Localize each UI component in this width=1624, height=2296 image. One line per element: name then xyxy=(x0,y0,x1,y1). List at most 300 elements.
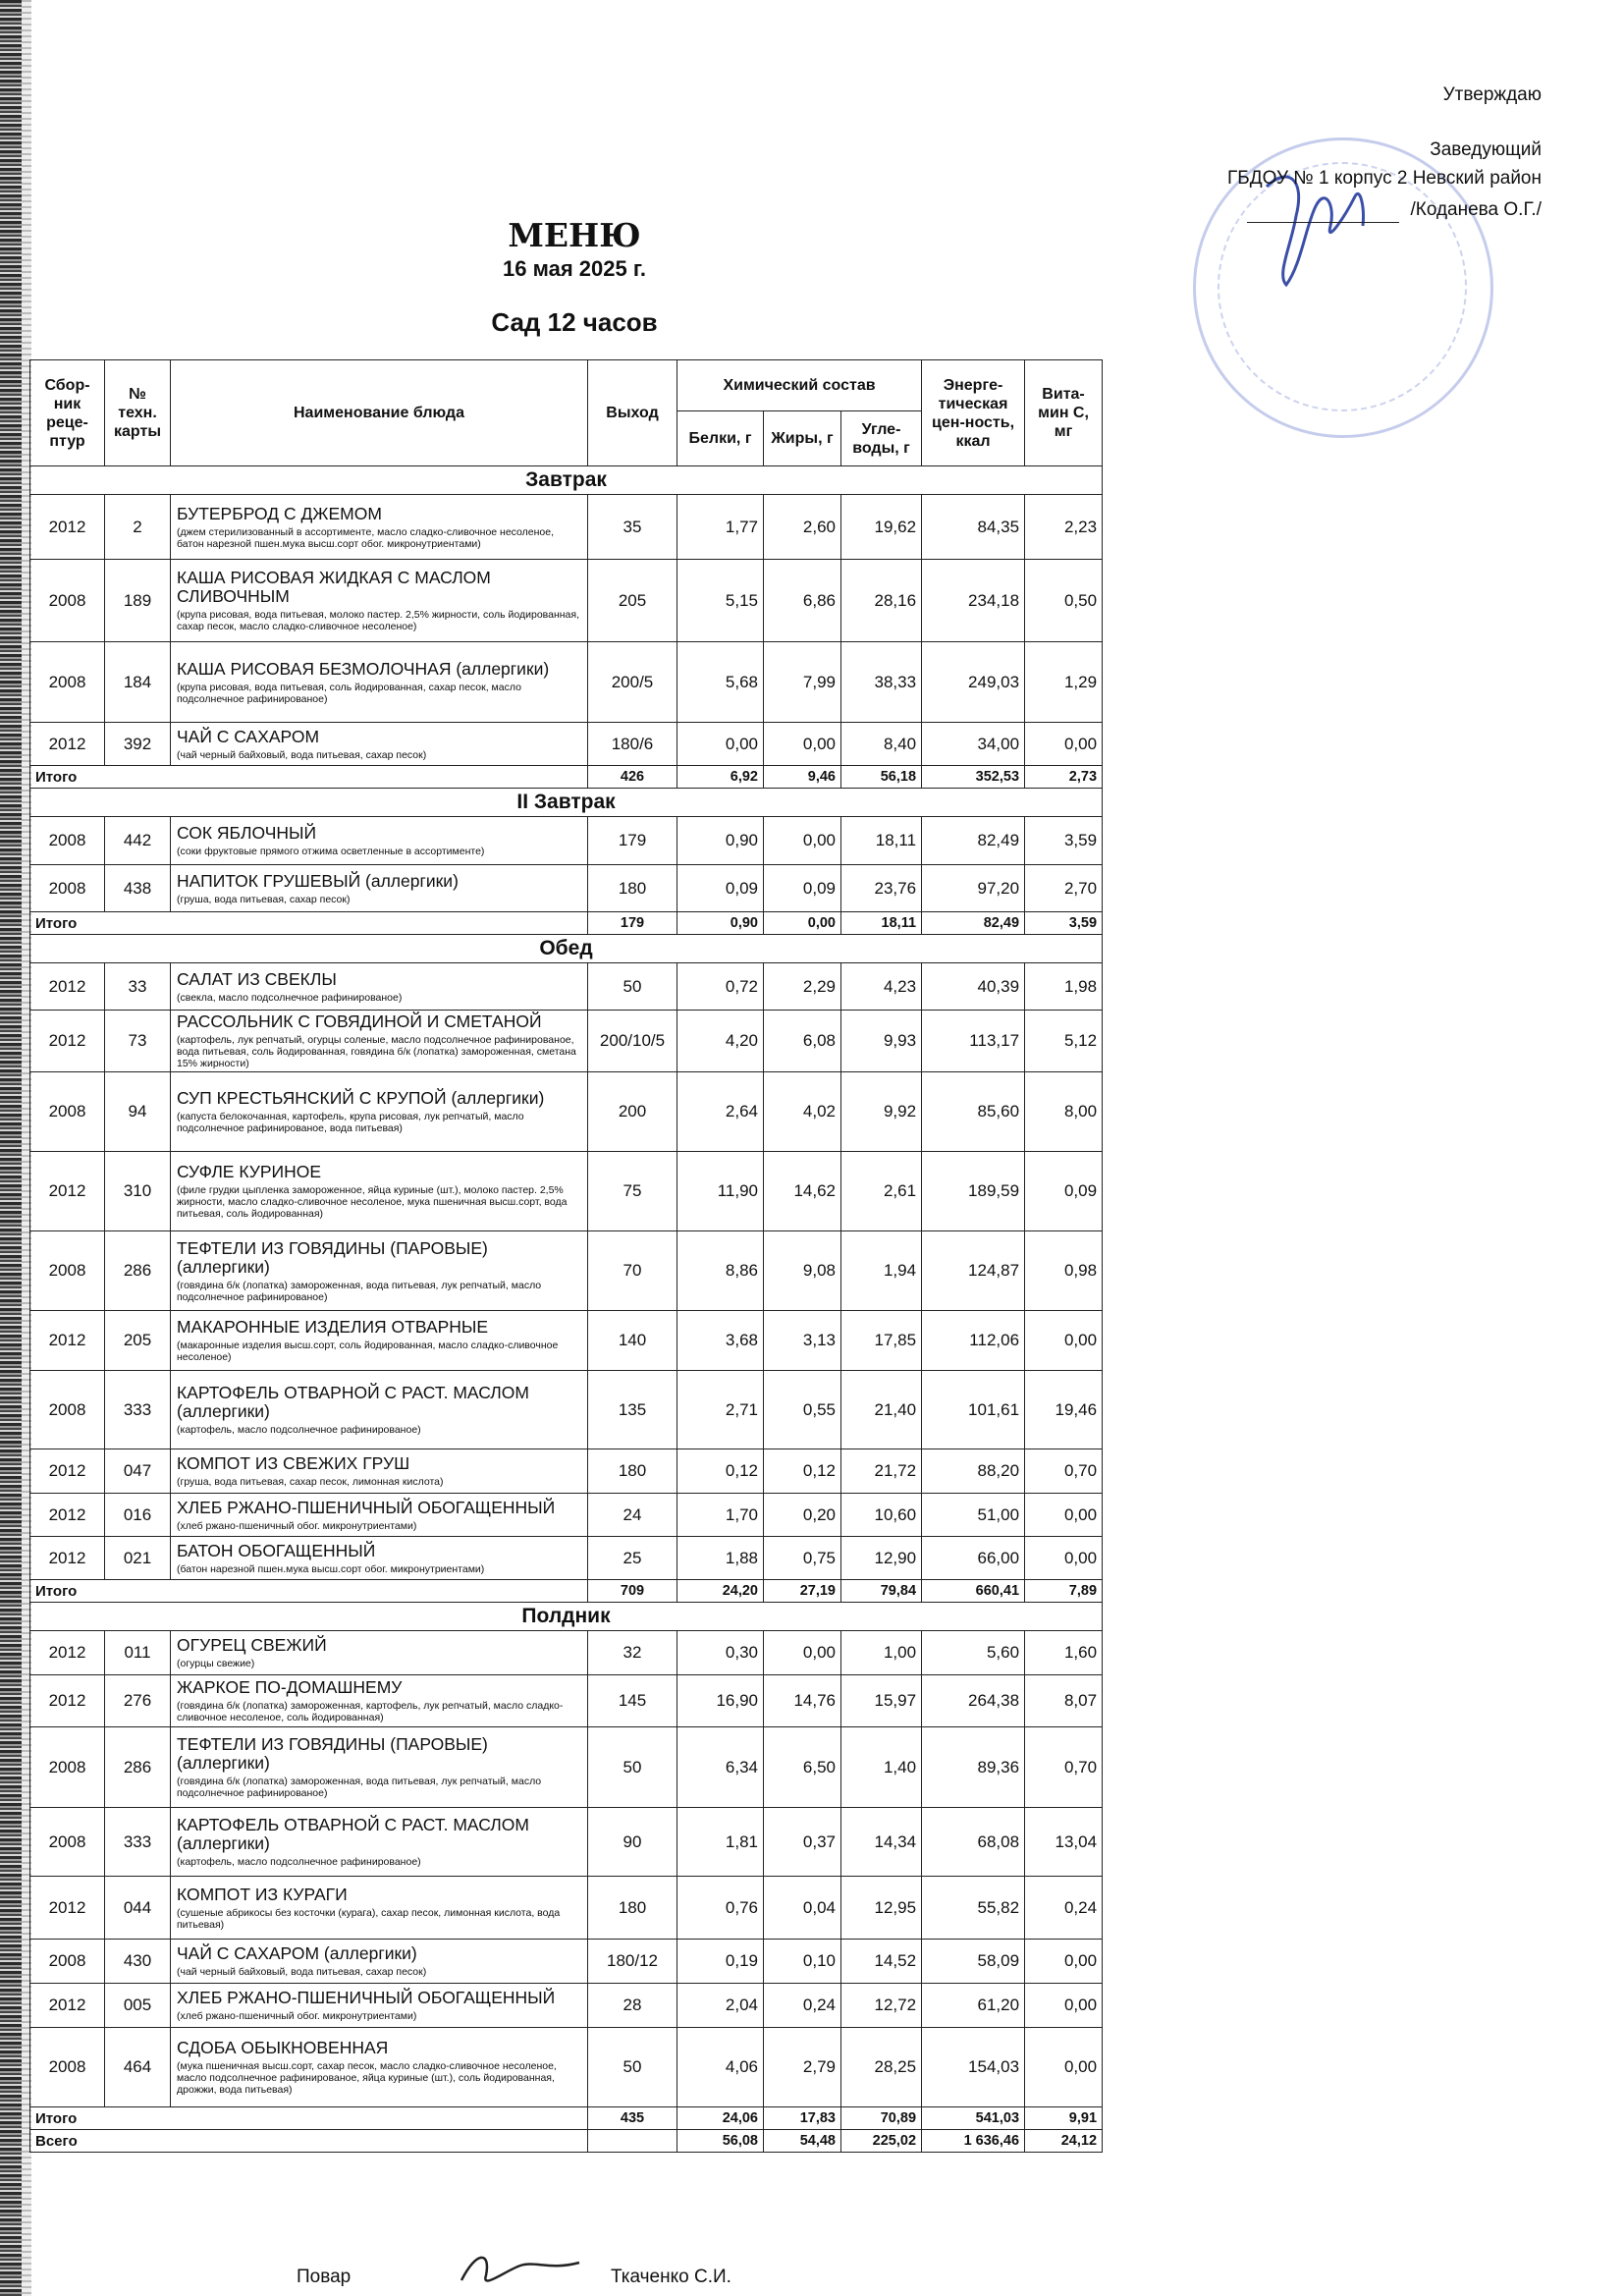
total-p: 24,06 xyxy=(677,2107,764,2130)
dish-collection: 2012 xyxy=(30,1537,105,1580)
section-title: II Завтрак xyxy=(30,789,1103,817)
dish-tech-card: 005 xyxy=(105,1984,171,2028)
dish-f: 2,60 xyxy=(764,495,841,560)
dish-e: 88,20 xyxy=(922,1449,1025,1494)
dish-name-cell xyxy=(171,1011,588,1072)
dish-cb: 14,52 xyxy=(841,1940,922,1984)
dish-name: ЧАЙ С САХАРОМ xyxy=(177,726,320,746)
dish-row xyxy=(30,963,1103,1011)
dish-v: 0,70 xyxy=(1025,1449,1103,1494)
dish-f: 0,00 xyxy=(764,817,841,865)
dish-row xyxy=(30,1494,1103,1537)
dish-cb: 19,62 xyxy=(841,495,922,560)
header-proteins: Белки, г xyxy=(677,411,764,466)
footer-role: Повар xyxy=(297,2267,352,2287)
dish-cb: 21,40 xyxy=(841,1371,922,1449)
dish-e: 34,00 xyxy=(922,723,1025,766)
dish-e: 264,38 xyxy=(922,1675,1025,1727)
dish-name-cell xyxy=(171,1877,588,1940)
dish-row xyxy=(30,1011,1103,1072)
dish-collection: 2012 xyxy=(30,1631,105,1675)
dish-name: ЧАЙ С САХАРОМ (аллергики) xyxy=(177,1943,417,1963)
dish-tech-card: 442 xyxy=(105,817,171,865)
total-p: 24,20 xyxy=(677,1580,764,1603)
total-label: Итого xyxy=(30,1580,588,1603)
dish-cb: 10,60 xyxy=(841,1494,922,1537)
dish-name-cell xyxy=(171,1631,588,1675)
dish-e: 55,82 xyxy=(922,1877,1025,1940)
dish-name-cell xyxy=(171,1449,588,1494)
dish-f: 9,08 xyxy=(764,1231,841,1311)
total-e: 660,41 xyxy=(922,1580,1025,1603)
dish-cb: 12,72 xyxy=(841,1984,922,2028)
dish-collection: 2012 xyxy=(30,1152,105,1231)
dish-v: 0,00 xyxy=(1025,1940,1103,1984)
dish-v: 0,98 xyxy=(1025,1231,1103,1311)
dish-collection: 2012 xyxy=(30,1877,105,1940)
dish-row xyxy=(30,817,1103,865)
dish-e: 61,20 xyxy=(922,1984,1025,2028)
dish-f: 14,62 xyxy=(764,1152,841,1231)
dish-cb: 17,85 xyxy=(841,1311,922,1371)
dish-name-cell xyxy=(171,817,588,865)
dish-ingredients: (джем стерилизованный в ассортименте, масло сладко-сливочное несоленое, батон нарезной пшен.мука высш.сорт обог. микронутриентами) xyxy=(177,525,555,550)
dish-cb: 1,00 xyxy=(841,1631,922,1675)
dish-name-cell xyxy=(171,495,588,560)
section-total-row xyxy=(30,766,1103,789)
dish-f: 3,13 xyxy=(764,1311,841,1371)
grand-total-out xyxy=(588,2130,677,2153)
dish-p: 5,15 xyxy=(677,560,764,642)
dish-f: 0,04 xyxy=(764,1877,841,1940)
dish-p: 2,64 xyxy=(677,1072,764,1152)
menu-title: МЕНЮ xyxy=(508,216,641,254)
dish-f: 0,09 xyxy=(764,865,841,912)
dish-name: ХЛЕБ РЖАНО-ПШЕНИЧНЫЙ ОБОГАЩЕННЫЙ xyxy=(177,1497,556,1517)
dish-e: 84,35 xyxy=(922,495,1025,560)
dish-name: КОМПОТ ИЗ КУРАГИ xyxy=(177,1884,348,1904)
dish-row xyxy=(30,2028,1103,2107)
dish-collection: 2012 xyxy=(30,963,105,1011)
dish-name: САЛАТ ИЗ СВЕКЛЫ xyxy=(177,968,337,989)
dish-f: 0,10 xyxy=(764,1940,841,1984)
dish-name-cell xyxy=(171,1072,588,1152)
dish-p: 16,90 xyxy=(677,1675,764,1727)
dish-name-cell xyxy=(171,1231,588,1311)
dish-collection: 2008 xyxy=(30,1371,105,1449)
dish-e: 5,60 xyxy=(922,1631,1025,1675)
dish-cb: 14,34 xyxy=(841,1808,922,1877)
dish-collection: 2008 xyxy=(30,1940,105,1984)
dish-p: 2,71 xyxy=(677,1371,764,1449)
dish-v: 0,09 xyxy=(1025,1152,1103,1231)
grand-total-label: Всего xyxy=(30,2130,588,2153)
header-dish: Наименование блюда xyxy=(171,360,588,466)
total-label: Итого xyxy=(30,2107,588,2130)
total-f: 9,46 xyxy=(764,766,841,789)
grand-total-f: 54,48 xyxy=(764,2130,841,2153)
dish-ingredients: (крупа рисовая, вода питьевая, молоко пастер. 2,5% жирности, соль йодированная, сахар песок, масло сладко-сливочное несоленое) xyxy=(177,609,579,632)
dish-row xyxy=(30,1808,1103,1877)
total-cb: 18,11 xyxy=(841,912,922,935)
total-e: 541,03 xyxy=(922,2107,1025,2130)
dish-p: 1,81 xyxy=(677,1808,764,1877)
dish-row xyxy=(30,642,1103,723)
dish-name: СДОБА ОБЫКНОВЕННАЯ xyxy=(177,2038,389,2057)
dish-collection: 2012 xyxy=(30,495,105,560)
dish-p: 0,30 xyxy=(677,1631,764,1675)
dish-e: 82,49 xyxy=(922,817,1025,865)
approval-position: Заведующий xyxy=(1430,139,1542,160)
dish-collection: 2012 xyxy=(30,1984,105,2028)
dish-v: 2,70 xyxy=(1025,865,1103,912)
dish-ingredients: (батон нарезной пшен.мука высш.сорт обог. микронутриентами) xyxy=(177,1562,485,1575)
dish-p: 0,76 xyxy=(677,1877,764,1940)
dish-ingredients: (говядина б/к (лопатка) замороженная, картофель, лук репчатый, масло сладко-сливочное несоленое, соль йодированная) xyxy=(177,1700,564,1723)
dish-ingredients: (чай черный байховый, вода питьевая, сахар песок) xyxy=(177,1966,427,1978)
header-fats: Жиры, г xyxy=(764,411,841,466)
dish-tech-card: 286 xyxy=(105,1231,171,1311)
dish-tech-card: 94 xyxy=(105,1072,171,1152)
dish-name-cell xyxy=(171,642,588,723)
dish-name: КАША РИСОВАЯ ЖИДКАЯ С МАСЛОМ СЛИВОЧНЫМ xyxy=(177,568,491,606)
header-energy: Энерге-тическая цен-ность, ккал xyxy=(922,360,1025,466)
dish-ingredients: (макаронные изделия высш.сорт, соль йодированная, масло сладко-сливочное несоленое) xyxy=(177,1339,559,1363)
dish-e: 89,36 xyxy=(922,1727,1025,1808)
cook-signature xyxy=(452,2241,589,2296)
dish-out: 140 xyxy=(588,1311,677,1371)
dish-name-cell xyxy=(171,1675,588,1727)
dish-p: 4,06 xyxy=(677,2028,764,2107)
menu-heading xyxy=(471,216,677,282)
dish-tech-card: 286 xyxy=(105,1727,171,1808)
approval-heading: Утверждаю xyxy=(1442,84,1542,105)
dish-tech-card: 33 xyxy=(105,963,171,1011)
total-v: 2,73 xyxy=(1025,766,1103,789)
dish-name: КОМПОТ ИЗ СВЕЖИХ ГРУШ xyxy=(177,1453,410,1473)
dish-cb: 15,97 xyxy=(841,1675,922,1727)
dish-p: 1,70 xyxy=(677,1494,764,1537)
section-header xyxy=(30,935,1103,963)
section-total-row xyxy=(30,1580,1103,1603)
dish-v: 1,29 xyxy=(1025,642,1103,723)
dish-collection: 2012 xyxy=(30,723,105,766)
total-v: 3,59 xyxy=(1025,912,1103,935)
dish-ingredients: (мука пшеничная высш.сорт, сахар песок, масло сладко-сливочное несоленое, масло подсолнечное рафинированое, яйца куриные (шт.), соль йодированная, дрожжи, вода питьевая) xyxy=(177,2060,557,2096)
dish-p: 1,88 xyxy=(677,1537,764,1580)
dish-v: 0,70 xyxy=(1025,1727,1103,1808)
dish-name-cell xyxy=(171,1984,588,2028)
dish-out: 32 xyxy=(588,1631,677,1675)
dish-collection: 2008 xyxy=(30,642,105,723)
dish-name: КАРТОФЕЛЬ ОТВАРНОЙ С РАСТ. МАСЛОМ (аллергики) xyxy=(177,1383,529,1421)
dish-v: 13,04 xyxy=(1025,1808,1103,1877)
dish-cb: 1,40 xyxy=(841,1727,922,1808)
dish-row xyxy=(30,495,1103,560)
dish-out: 50 xyxy=(588,2028,677,2107)
dish-row xyxy=(30,1877,1103,1940)
dish-tech-card: 011 xyxy=(105,1631,171,1675)
dish-collection: 2008 xyxy=(30,817,105,865)
dish-ingredients: (хлеб ржано-пшеничный обог. микронутриентами) xyxy=(177,2010,417,2022)
dish-out: 25 xyxy=(588,1537,677,1580)
dish-row xyxy=(30,1231,1103,1311)
dish-p: 0,19 xyxy=(677,1940,764,1984)
dish-f: 0,55 xyxy=(764,1371,841,1449)
dish-out: 180/12 xyxy=(588,1940,677,1984)
dish-v: 0,24 xyxy=(1025,1877,1103,1940)
dish-tech-card: 276 xyxy=(105,1675,171,1727)
total-cb: 70,89 xyxy=(841,2107,922,2130)
dish-name: ТЕФТЕЛИ ИЗ ГОВЯДИНЫ (ПАРОВЫЕ) (аллергики) xyxy=(177,1734,488,1773)
menu-date: 16 мая 2025 г. xyxy=(503,256,646,281)
dish-name: ХЛЕБ РЖАНО-ПШЕНИЧНЫЙ ОБОГАЩЕННЫЙ xyxy=(177,1988,556,2007)
dish-tech-card: 310 xyxy=(105,1152,171,1231)
dish-row xyxy=(30,865,1103,912)
dish-collection: 2008 xyxy=(30,2028,105,2107)
dish-name: МАКАРОННЫЕ ИЗДЕЛИЯ ОТВАРНЫЕ xyxy=(177,1317,489,1337)
dish-out: 50 xyxy=(588,963,677,1011)
dish-collection: 2008 xyxy=(30,1808,105,1877)
dish-p: 0,00 xyxy=(677,723,764,766)
dish-out: 180 xyxy=(588,865,677,912)
grand-total-v: 24,12 xyxy=(1025,2130,1103,2153)
dish-name-cell xyxy=(171,865,588,912)
total-out: 709 xyxy=(588,1580,677,1603)
total-f: 27,19 xyxy=(764,1580,841,1603)
grand-total-e: 1 636,46 xyxy=(922,2130,1025,2153)
dish-tech-card: 333 xyxy=(105,1808,171,1877)
dish-e: 234,18 xyxy=(922,560,1025,642)
dish-row xyxy=(30,1311,1103,1371)
dish-ingredients: (говядина б/к (лопатка) замороженная, вода питьевая, лук репчатый, масло подсолнечное рафинированое) xyxy=(177,1776,542,1799)
dish-name-cell xyxy=(171,1494,588,1537)
dish-e: 40,39 xyxy=(922,963,1025,1011)
dish-v: 0,00 xyxy=(1025,1537,1103,1580)
dish-row xyxy=(30,560,1103,642)
dish-name-cell xyxy=(171,723,588,766)
dish-cb: 12,95 xyxy=(841,1877,922,1940)
dish-cb: 4,23 xyxy=(841,963,922,1011)
dish-cb: 28,16 xyxy=(841,560,922,642)
dish-name: НАПИТОК ГРУШЕВЫЙ (аллергики) xyxy=(177,870,459,891)
dish-p: 0,12 xyxy=(677,1449,764,1494)
dish-name: СОК ЯБЛОЧНЫЙ xyxy=(177,823,317,843)
dish-v: 0,00 xyxy=(1025,1984,1103,2028)
section-title: Завтрак xyxy=(30,466,1103,495)
dish-v: 5,12 xyxy=(1025,1011,1103,1072)
total-out: 435 xyxy=(588,2107,677,2130)
dish-cb: 1,94 xyxy=(841,1231,922,1311)
dish-row xyxy=(30,723,1103,766)
dish-ingredients: (говядина б/к (лопатка) замороженная, вода питьевая, лук репчатый, масло подсолнечное рафинированое) xyxy=(177,1279,542,1303)
total-p: 0,90 xyxy=(677,912,764,935)
grand-total-row xyxy=(30,2130,1103,2153)
dish-ingredients: (капуста белокочанная, картофель, крупа рисовая, лук репчатый, масло подсолнечное рафинированое, вода питьевая) xyxy=(177,1111,524,1134)
dish-collection: 2008 xyxy=(30,1072,105,1152)
dish-v: 1,60 xyxy=(1025,1631,1103,1675)
total-f: 0,00 xyxy=(764,912,841,935)
dish-tech-card: 184 xyxy=(105,642,171,723)
dish-cb: 18,11 xyxy=(841,817,922,865)
dish-ingredients: (соки фруктовые прямого отжима осветленные в ассортименте) xyxy=(177,846,485,857)
dish-v: 1,98 xyxy=(1025,963,1103,1011)
dish-ingredients: (груша, вода питьевая, сахар песок, лимонная кислота) xyxy=(177,1476,444,1488)
approval-signature-line xyxy=(1247,222,1399,223)
dish-collection: 2008 xyxy=(30,865,105,912)
dish-p: 2,04 xyxy=(677,1984,764,2028)
dish-out: 180 xyxy=(588,1877,677,1940)
dish-name: БАТОН ОБОГАЩЕННЫЙ xyxy=(177,1540,376,1560)
dish-tech-card: 73 xyxy=(105,1011,171,1072)
dish-ingredients: (хлеб ржано-пшеничный обог. микронутриентами) xyxy=(177,1519,417,1532)
section-title: Полдник xyxy=(30,1603,1103,1631)
total-v: 9,91 xyxy=(1025,2107,1103,2130)
dish-e: 249,03 xyxy=(922,642,1025,723)
total-v: 7,89 xyxy=(1025,1580,1103,1603)
dish-name: СУФЛЕ КУРИНОЕ xyxy=(177,1162,322,1181)
dish-collection: 2012 xyxy=(30,1011,105,1072)
scan-edge xyxy=(0,0,22,2296)
total-p: 6,92 xyxy=(677,766,764,789)
dish-e: 101,61 xyxy=(922,1371,1025,1449)
dish-cb: 8,40 xyxy=(841,723,922,766)
dish-f: 0,00 xyxy=(764,1631,841,1675)
section-header xyxy=(30,1603,1103,1631)
dish-e: 154,03 xyxy=(922,2028,1025,2107)
footer-name: Ткаченко С.И. xyxy=(611,2267,731,2287)
dish-out: 24 xyxy=(588,1494,677,1537)
dish-ingredients: (картофель, лук репчатый, огурцы соленые, масло подсолнечное рафинированое, вода питьевая, соль йодированная, говядина б/к (лопатка) замороженная, сметана 15% жирности) xyxy=(177,1034,576,1069)
grand-total-cb: 225,02 xyxy=(841,2130,922,2153)
dish-name: КАША РИСОВАЯ БЕЗМОЛОЧНАЯ (аллергики) xyxy=(177,658,550,679)
dish-e: 124,87 xyxy=(922,1231,1025,1311)
dish-cb: 38,33 xyxy=(841,642,922,723)
dish-tech-card: 205 xyxy=(105,1311,171,1371)
dish-p: 0,90 xyxy=(677,817,764,865)
total-label: Итого xyxy=(30,912,588,935)
approval-name: /Коданева О.Г./ xyxy=(1410,199,1542,220)
dish-name-cell xyxy=(171,560,588,642)
dish-name: БУТЕРБРОД С ДЖЕМОМ xyxy=(177,503,382,523)
dish-v: 8,00 xyxy=(1025,1072,1103,1152)
dish-out: 200 xyxy=(588,1072,677,1152)
dish-row xyxy=(30,1727,1103,1808)
dish-tech-card: 392 xyxy=(105,723,171,766)
header-carbs: Угле-воды, г xyxy=(841,411,922,466)
dish-f: 0,37 xyxy=(764,1808,841,1877)
total-cb: 79,84 xyxy=(841,1580,922,1603)
dish-tech-card: 021 xyxy=(105,1537,171,1580)
dish-v: 0,00 xyxy=(1025,1494,1103,1537)
dish-collection: 2008 xyxy=(30,1727,105,1808)
dish-collection: 2008 xyxy=(30,560,105,642)
dish-v: 3,59 xyxy=(1025,817,1103,865)
dish-cb: 2,61 xyxy=(841,1152,922,1231)
dish-row xyxy=(30,1940,1103,1984)
dish-ingredients: (картофель, масло подсолнечное рафинированое) xyxy=(177,1856,421,1868)
dish-out: 179 xyxy=(588,817,677,865)
dish-v: 0,00 xyxy=(1025,2028,1103,2107)
grand-total-p: 56,08 xyxy=(677,2130,764,2153)
dish-f: 6,08 xyxy=(764,1011,841,1072)
dish-ingredients: (сушеные абрикосы без косточки (курага), сахар песок, лимонная кислота, вода питьевая) xyxy=(177,1906,561,1931)
header-tech-card: № техн. карты xyxy=(105,360,171,466)
dish-tech-card: 464 xyxy=(105,2028,171,2107)
dish-e: 66,00 xyxy=(922,1537,1025,1580)
dish-collection: 2012 xyxy=(30,1311,105,1371)
section-total-row xyxy=(30,2107,1103,2130)
dish-tech-card: 044 xyxy=(105,1877,171,1940)
dish-out: 200/10/5 xyxy=(588,1011,677,1072)
dish-f: 2,79 xyxy=(764,2028,841,2107)
total-f: 17,83 xyxy=(764,2107,841,2130)
dish-out: 145 xyxy=(588,1675,677,1727)
menu-subtitle: Сад 12 часов xyxy=(491,307,658,337)
header-chemical: Химический состав xyxy=(677,360,922,411)
dish-cb: 28,25 xyxy=(841,2028,922,2107)
dish-tech-card: 333 xyxy=(105,1371,171,1449)
dish-ingredients: (картофель, масло подсолнечное рафинированое) xyxy=(177,1424,421,1436)
dish-p: 3,68 xyxy=(677,1311,764,1371)
dish-cb: 12,90 xyxy=(841,1537,922,1580)
dish-p: 5,68 xyxy=(677,642,764,723)
dish-tech-card: 189 xyxy=(105,560,171,642)
dish-cb: 23,76 xyxy=(841,865,922,912)
dish-name-cell xyxy=(171,1808,588,1877)
dish-out: 135 xyxy=(588,1371,677,1449)
dish-collection: 2012 xyxy=(30,1494,105,1537)
dish-tech-card: 047 xyxy=(105,1449,171,1494)
dish-p: 0,09 xyxy=(677,865,764,912)
dish-e: 68,08 xyxy=(922,1808,1025,1877)
dish-cb: 21,72 xyxy=(841,1449,922,1494)
dish-p: 6,34 xyxy=(677,1727,764,1808)
dish-name: ОГУРЕЦ СВЕЖИЙ xyxy=(177,1635,327,1655)
dish-row xyxy=(30,1537,1103,1580)
section-header xyxy=(30,789,1103,817)
dish-tech-card: 016 xyxy=(105,1494,171,1537)
total-label: Итого xyxy=(30,766,588,789)
dish-out: 180 xyxy=(588,1449,677,1494)
dish-e: 85,60 xyxy=(922,1072,1025,1152)
dish-row xyxy=(30,1072,1103,1152)
dish-e: 112,06 xyxy=(922,1311,1025,1371)
dish-name-cell xyxy=(171,963,588,1011)
dish-v: 0,50 xyxy=(1025,560,1103,642)
dish-f: 2,29 xyxy=(764,963,841,1011)
dish-p: 4,20 xyxy=(677,1011,764,1072)
dish-v: 2,23 xyxy=(1025,495,1103,560)
section-header xyxy=(30,466,1103,495)
dish-out: 90 xyxy=(588,1808,677,1877)
dish-f: 0,75 xyxy=(764,1537,841,1580)
dish-out: 50 xyxy=(588,1727,677,1808)
dish-v: 19,46 xyxy=(1025,1371,1103,1449)
dish-collection: 2008 xyxy=(30,1231,105,1311)
dish-row xyxy=(30,1675,1103,1727)
dish-out: 205 xyxy=(588,560,677,642)
dish-f: 0,24 xyxy=(764,1984,841,2028)
dish-name: РАССОЛЬНИК С ГОВЯДИНОЙ И СМЕТАНОЙ xyxy=(177,1011,542,1031)
dish-name: ТЕФТЕЛИ ИЗ ГОВЯДИНЫ (ПАРОВЫЕ) (аллергики) xyxy=(177,1237,488,1277)
dish-name-cell xyxy=(171,1371,588,1449)
dish-ingredients: (огурцы свежие) xyxy=(177,1658,255,1669)
dish-p: 1,77 xyxy=(677,495,764,560)
total-cb: 56,18 xyxy=(841,766,922,789)
section-total-row xyxy=(30,912,1103,935)
dish-f: 4,02 xyxy=(764,1072,841,1152)
